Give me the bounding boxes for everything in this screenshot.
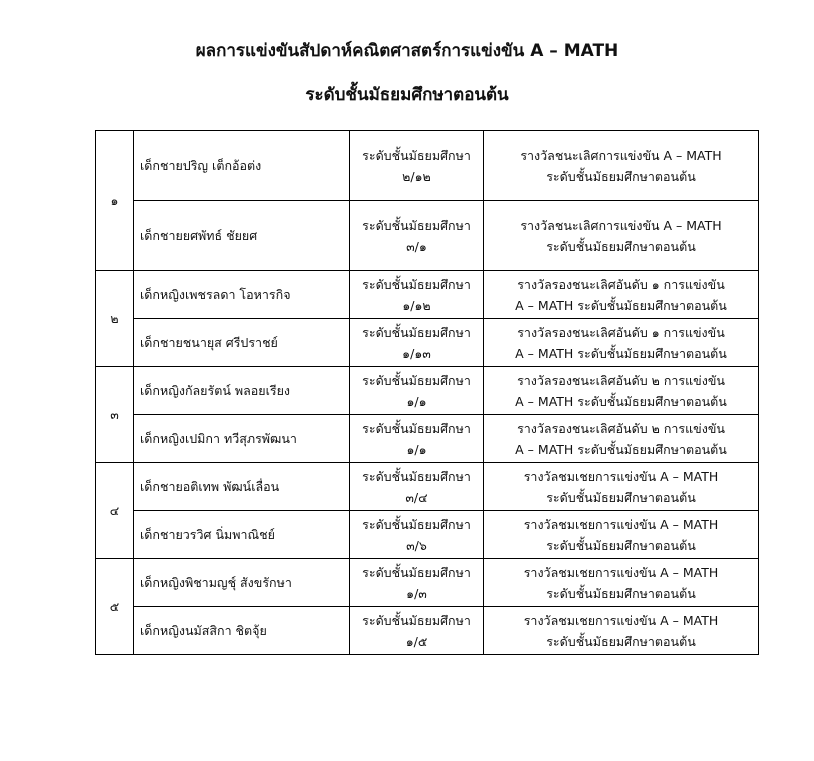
grade-class: ๓/๑ [406,238,427,254]
rank-cell: ๒ [96,271,134,367]
grade-class: ๒/๑๒ [402,168,431,184]
grade-cell [350,607,484,655]
grade-cell [350,415,484,463]
grade-class: ๑/๓ [406,585,427,601]
award-line-1: รางวัลรองชนะเลิศอันดับ ๒ การแข่งขัน [517,420,725,436]
table-row [96,511,759,559]
award-cell [484,607,759,655]
award-cell [484,367,759,415]
student-name: เด็กชายปริญ เต็กอ้อต่ง [134,131,350,201]
award-cell [484,463,759,511]
grade-level: ระดับชั้นมัธยมศึกษา [362,420,471,436]
table-row [96,415,759,463]
table-row [96,559,759,607]
award-line-1: รางวัลรองชนะเลิศอันดับ ๒ การแข่งขัน [517,372,725,388]
grade-cell [350,319,484,367]
award-line-1: รางวัลชมเชยการแข่งขัน A – MATH [523,468,719,484]
grade-class: ๑/๑๓ [402,345,431,361]
award-line-2: ระดับชั้นมัธยมศึกษาตอนต้น [546,489,696,505]
rank-cell: ๑ [96,131,134,271]
table-row [96,131,759,201]
table-row [96,607,759,655]
grade-class: ๓/๖ [406,537,427,553]
award-line-2: ระดับชั้นมัธยมศึกษาตอนต้น [546,633,696,649]
award-line-1: รางวัลชนะเลิศการแข่งขัน A – MATH [520,217,722,233]
grade-level: ระดับชั้นมัธยมศึกษา [362,516,471,532]
grade-level: ระดับชั้นมัธยมศึกษา [362,276,471,292]
table-row [96,367,759,415]
award-cell [484,511,759,559]
award-line-1: รางวัลชมเชยการแข่งขัน A – MATH [523,612,719,628]
award-line-2: A – MATH ระดับชั้นมัธยมศึกษาตอนต้น [515,345,727,361]
grade-class: ๓/๔ [405,489,428,505]
grade-level: ระดับชั้นมัธยมศึกษา [362,217,471,233]
student-name: เด็กหญิงเพชรลดา โอหารกิจ [134,271,350,319]
award-cell [484,131,759,201]
award-cell [484,201,759,271]
award-line-2: ระดับชั้นมัธยมศึกษาตอนต้น [546,585,696,601]
grade-cell [350,559,484,607]
award-cell [484,415,759,463]
award-line-1: รางวัลรองชนะเลิศอันดับ ๑ การแข่งขัน [517,276,725,292]
award-cell [484,559,759,607]
grade-cell [350,367,484,415]
table-row [96,271,759,319]
grade-level: ระดับชั้นมัธยมศึกษา [362,324,471,340]
grade-class: ๑/๑ [406,393,427,409]
table-row [96,463,759,511]
award-line-2: A – MATH ระดับชั้นมัธยมศึกษาตอนต้น [515,441,727,457]
award-line-2: ระดับชั้นมัธยมศึกษาตอนต้น [546,168,696,184]
grade-cell [350,271,484,319]
award-line-1: รางวัลรองชนะเลิศอันดับ ๑ การแข่งขัน [517,324,725,340]
grade-class: ๑/๑๒ [402,297,431,313]
grade-level: ระดับชั้นมัธยมศึกษา [362,372,471,388]
award-line-2: A – MATH ระดับชั้นมัธยมศึกษาตอนต้น [515,393,727,409]
student-name: เด็กชายชนายุส ศรีปราชย์ [134,319,350,367]
grade-level: ระดับชั้นมัธยมศึกษา [362,468,471,484]
grade-level: ระดับชั้นมัธยมศึกษา [362,564,471,580]
award-line-1: รางวัลชมเชยการแข่งขัน A – MATH [523,516,719,532]
grade-class: ๑/๕ [405,633,428,649]
grade-cell [350,463,484,511]
award-cell [484,271,759,319]
student-name: เด็กชายยศพัทธ์ ชัยยศ [134,201,350,271]
grade-cell [350,511,484,559]
page-subtitle: ระดับชั้นมัธยมศึกษาตอนต้น [305,85,509,105]
rank-cell: ๓ [96,367,134,463]
student-name: เด็กหญิงนมัสสิกา ชิตจุ้ย [134,607,350,655]
rank-cell: ๕ [96,559,134,655]
grade-cell [350,201,484,271]
award-cell [484,319,759,367]
grade-cell [350,131,484,201]
table-row [96,201,759,271]
student-name: เด็กหญิงกัลยรัตน์ พลอยเรียง [134,367,350,415]
student-name: เด็กชายอติเทพ พัฒน์เลื่อน [134,463,350,511]
results-table [95,130,759,655]
grade-level: ระดับชั้นมัธยมศึกษา [362,612,471,628]
award-line-2: ระดับชั้นมัธยมศึกษาตอนต้น [546,238,696,254]
page-title: ผลการแข่งขันสัปดาห์คณิตศาสตร์การแข่งขัน A – MATH [195,41,619,61]
award-line-2: A – MATH ระดับชั้นมัธยมศึกษาตอนต้น [515,297,727,313]
table-row [96,319,759,367]
student-name: เด็กหญิงเปมิกา ทวีสุภรพัฒนา [134,415,350,463]
grade-level: ระดับชั้นมัธยมศึกษา [362,147,471,163]
award-line-1: รางวัลชนะเลิศการแข่งขัน A – MATH [520,147,722,163]
student-name: เด็กหญิงพิชามญชุ์ สังขรักษา [134,559,350,607]
award-line-2: ระดับชั้นมัธยมศึกษาตอนต้น [546,537,696,553]
award-line-1: รางวัลชมเชยการแข่งขัน A – MATH [523,564,719,580]
rank-cell: ๔ [96,463,134,559]
grade-class: ๑/๑ [406,441,427,457]
student-name: เด็กชายวรวิศ นิ่มพาณิชย์ [134,511,350,559]
